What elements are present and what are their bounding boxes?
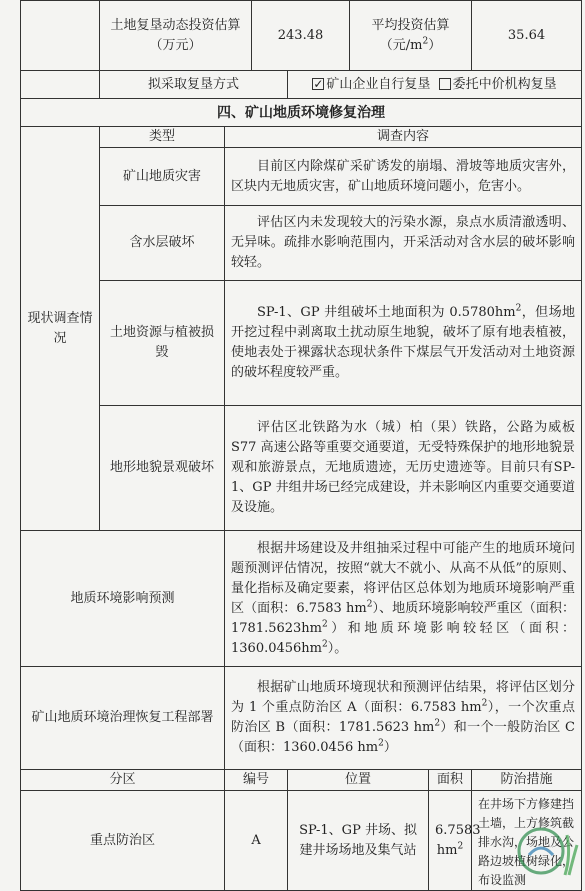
status-content: 评估区北铁路为水（城）柏（果）铁路，公路为威板S77 高速公路等重要交通要道，无受特殊保护的地形地貌景观和旅游景点，无地质遗迹，无历史遗迹等。目前只有SP-1、GP 井组井场已经完成建设，并未影响区内重要交通要道及设施。 <box>225 406 582 531</box>
status-row <box>21 406 582 531</box>
status-group-label: 现状调查情况 <box>21 127 100 531</box>
zones-header-location: 位置 <box>288 770 429 791</box>
zones-header-code: 编号 <box>225 770 288 791</box>
avg-investment-value: 35.64 <box>472 1 582 71</box>
zones-row <box>21 791 582 891</box>
impact-content: 根据井场建设及井组抽采过程中可能产生的地质环境问题预测评估情况，按照“就大不就小、从高不从低”的原则、量化指标及确定要素，将评估区总体划为地质环境影响严重区（面积：6.7583 $hm^2$）、地质环境影响较严重区（面积：$1781.5623hm^2$）和地质环境影响较轻区（面积：$1360.0456hm^2$）。 <box>225 531 582 667</box>
checkbox-checked-icon[interactable] <box>312 78 324 90</box>
status-content: 目前区内除煤矿采矿诱发的崩塌、滑坡等地质灾害外，区块内无地质灾害，矿山地质环境问题小，危害小。 <box>225 148 582 206</box>
dynamic-investment-label: 土地复垦动态投资估算（万元） <box>100 1 252 71</box>
status-content: 评估区内未发现较大的污染水源，泉点水质清澈透明、无异味。疏排水影响范围内，开采活动对含水层的破坏影响较轻。 <box>225 206 582 281</box>
status-type: 矿山地质灾害 <box>100 148 225 206</box>
status-type: 含水层破坏 <box>100 206 225 281</box>
impact-label: 地质环境影响预测 <box>21 531 225 667</box>
status-type: 土地资源与植被损毁 <box>100 281 225 406</box>
section-title: 四、矿山地质环境修复治理 <box>21 99 582 127</box>
blank-cell <box>21 71 100 99</box>
status-content: SP-1、GP 井组破坏土地面积为 $0.5780hm^2$，但场地开挖过程中剥离取土扰动原生地貌，破坏了原有地表植被，使地表处于裸露状态现状条件下煤层气开发活动对土地资源的破坏程度较严重。 <box>225 281 582 406</box>
zones-header-zone: 分区 <box>21 770 225 791</box>
status-row <box>21 281 582 406</box>
watermark-logo <box>507 815 579 887</box>
method-label: 拟采取复垦方式 <box>100 71 288 99</box>
impact-row <box>21 531 582 667</box>
section-row <box>21 99 582 127</box>
investment-row <box>21 1 582 71</box>
zone-name: 重点防治区 <box>21 791 225 891</box>
zone-location: SP-1、GP 井场、拟建井场场地及集气站 <box>288 791 429 891</box>
zone-measures: 在井场下方修建挡土墙，上方修筑截排水沟，场地及公路边坡植树绿化，布设监测 <box>472 791 582 891</box>
zone-code: A <box>225 791 288 891</box>
reclamation-table <box>20 0 582 891</box>
dynamic-investment-value: 243.48 <box>252 1 350 71</box>
zones-header-row <box>21 770 582 791</box>
deploy-row <box>21 667 582 770</box>
col-type-header: 类型 <box>100 127 225 148</box>
checkbox-empty-icon[interactable] <box>439 78 451 90</box>
deploy-content: 根据矿山地质环境现状和预测评估结果，将评估区划分为 1 个重点防治区 A（面积：6.7583 $hm^2$），一个次重点防治区 B（面积：1781.5623 $hm^2$）和一个一般防治区 C（面积：1360.0456 $hm^2$） <box>225 667 582 770</box>
blank-cell <box>21 1 100 71</box>
method-option-self: 矿山企业自行复垦 <box>326 76 431 92</box>
zone-area: 6.7583 $hm^2$ <box>429 791 472 891</box>
zones-header-area: 面积 <box>429 770 472 791</box>
zones-header-measures: 防治措施 <box>472 770 582 791</box>
deploy-label: 矿山地质环境治理恢复工程部署 <box>21 667 225 770</box>
status-row <box>21 206 582 281</box>
col-content-header: 调查内容 <box>225 127 582 148</box>
status-header-row <box>21 127 582 148</box>
method-option-agency: 委托中价机构复垦 <box>452 76 557 92</box>
method-options <box>288 71 582 99</box>
status-type: 地形地貌景观破坏 <box>100 406 225 531</box>
document-page <box>20 0 581 891</box>
method-row <box>21 71 582 99</box>
avg-investment-label: 平均投资估算（元$/m^2$） <box>350 1 472 71</box>
status-row <box>21 148 582 206</box>
